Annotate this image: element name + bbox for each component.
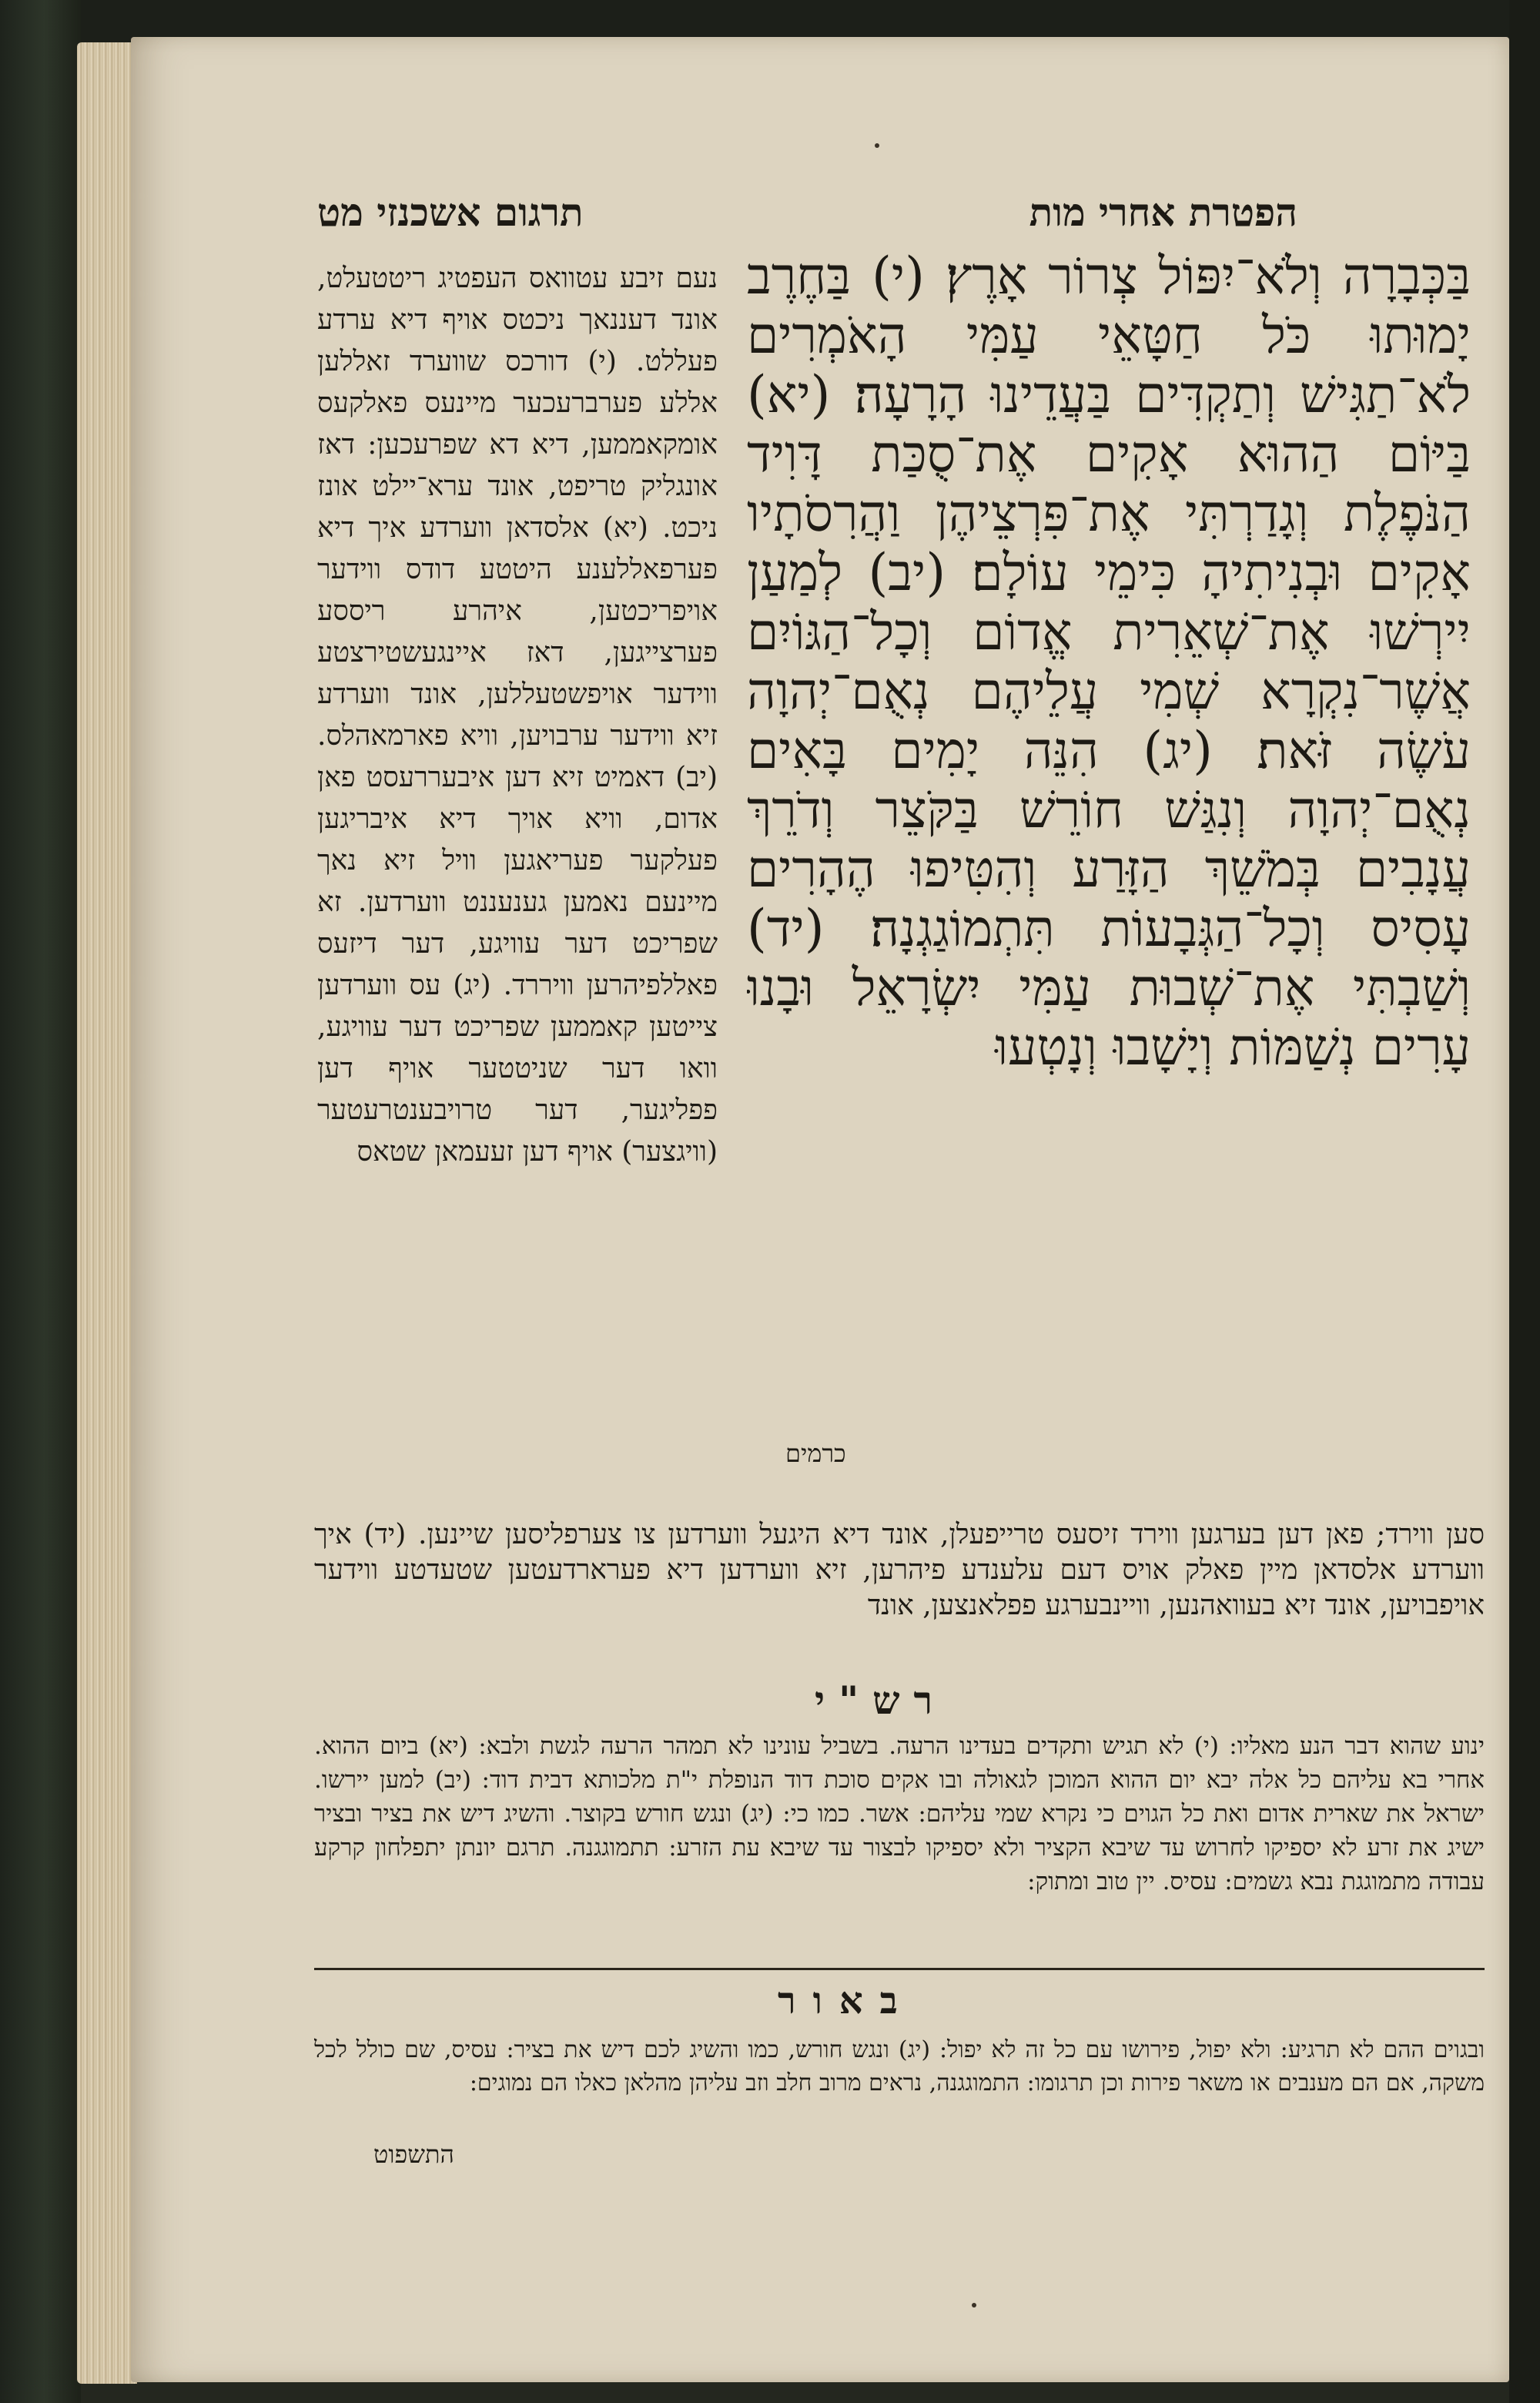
paper-speck [875,143,879,148]
book-binding [0,0,81,2403]
translation-continuation: סען ווירד; פאן דען בערגען ווירד זיסעס טרייפעלן, אונד דיא היגעל ווערדען צו צערפליסען שיינען. (יד) איך ווערדע אלסדאן מיין פאלק אויס דעם עלענדע פיהרען, זיא ווערדען דיא פערארדעטען שטעדטע ווידער אויפבויען, אונד זיא בעוואהנען, וויינבערגע פפלאנצען, אונד [314,1519,1485,1621]
main-catchword: כרמים [785,1439,846,1468]
biur-heading: באור [778,1979,915,2023]
translation-column: נעם זיבע עטוואס העפטיג ריטטעלט, אונד דעננאך ניכטס אויף דיא ערדע פעללט. (י) דורכס שווערד זאללען אללע פערברעכער מיינעס פאלקעס אומקאממען, דיא דא שפרעכען: דאז אונגליק טריפט, אונד ערא־יילט אונז ניכט. (יא) אלסדאן ווערדע איך דיא פערפאללענע היטטע דודס ווידער אויפריכטען, איהרע ריססע פערצייגען, דאז איינגעשטירצטע ווידער אויפשטעללען, אונד ווערדע זיא ווידער ערבויען, וויא פארמאהלס. (יב) דאמיט זיא דען איבעררעסט פאן אדום, וויא אויך דיא איבריגען פעלקער פעריאגען וויל זיא נאך מיינעם נאמען גענעננט ווערדען. זא שפריכט דער עוויגע, דער דיזעס פאללפיהרען וויררד. (יג) עס ווערדען צייטען קאממען שפריכט דער עוויגע, וואו דער שניטטער אויף דען פפליגער, דער טרויבענטרעטער (וויגצער) אויף דען זעעמאן שטאס [317,263,718,1168]
rashi-commentary: ינוע שהוא דבר הנע מאליו: (י) לא תגיש ותקדים בעדינו הרעה. בשביל עונינו לא תמהר הרעה לגשת ולבא: (יא) ביום ההוא. אחרי בא עליהם כל אלה יבא יום ההוא המוכן לגאולה ובו אקים סוכת דוד הנופלת י"ת מלכותא דבית דוד: (יב) למען יירשו. ישראל את שארית אדום ואת כל הגוים כי נקרא שמי עליהם: אשר. כמו כי: (יג) ונגש חורש בקוצר. והשיג דיש את בציר ובציר ישיג את זרע לא יספיקו לחרוש עד שיבא הקציר ולא יספיקו לבצור עד שיבא עת הזרע: תתמוגגנה. תרגם יונתן יתפלחון קרקע עבודה מתמוגגת נבא גשמים: עסיס. יין טוב ומתוק: [314,1732,1485,1895]
main-hebrew-text: בַּכְּבָרָה וְלֹא־יִפּוֹל צְרוֹר אָרֶץ׃ (י) בַּחֶרֶב יָמוּתוּ כֹּל חַטָּאֵי עַמִּי הָאֹמְרִים לֹא־תַגִּישׁ וְתַקְדִּים בַּעֲדֵינוּ הָרָעָה׃ (יא) בַּיּוֹם הַהוּא אָקִים אֶת־סֻכַּת דָּוִיד הַנֹּפֶלֶת וְגָדַרְתִּי אֶת־פִּרְצֵיהֶן וַהֲרִסֹתָיו אָקִים וּבְנִיתִיהָ כִּימֵי עוֹלָם׃ (יב) לְמַעַן יִירְשׁוּ אֶת־שְׁאֵרִית אֱדוֹם וְכָל־הַגּוֹיִם אֲשֶׁר־נִקְרָא שְׁמִי עֲלֵיהֶם נְאֻם־יְהוָה עֹשֶׂה זֹּאת׃ (יג) הִנֵּה יָמִים בָּאִים נְאֻם־יְהוָה וְנִגַּשׁ חוֹרֵשׁ בַּקֹּצֵר וְדֹרֵךְ עֲנָבִים בְּמֹשֵׁךְ הַזָּרַע וְהִטִּיפוּ הֶהָרִים עָסִיס וְכָל־הַגְּבָעוֹת תִּתְמוֹגַגְנָה׃ (יד) וְשַׁבְתִּי אֶת־שְׁבוּת עַמִּי יִשְׂרָאֵל וּבָנוּ עָרִים נְשַׁמּוֹת וְיָשָׁבוּ וְנָטְעוּ [747,246,1471,1077]
rashi-heading: רש"י [815,1677,947,1723]
biur-commentary: ובגוים ההם לא תרגיע: ולא יפול, פירושו עם כל זה לא יפול: (יג) ונגש חורש, כמו והשיג לכם דיש את בציר: עסיס, שם כולל לכל משקה, אם הם מענבים או משאר פירות וכן תרגומו: התמוגגנה, נראים מרוב חלב וזב עליהן מהלאן כאלו הם נמוגים: [314,2036,1485,2096]
section-divider [314,1968,1485,1970]
running-header-targum: תרגום אשכנזי מט [317,189,584,235]
running-header-haftarah: הפטרת אחרי מות [1029,189,1297,235]
paper-speck [972,2303,976,2307]
page-catchword: התשפוט [373,2140,454,2169]
page-edges [77,42,137,2384]
book-cover-right [1509,0,1540,2403]
